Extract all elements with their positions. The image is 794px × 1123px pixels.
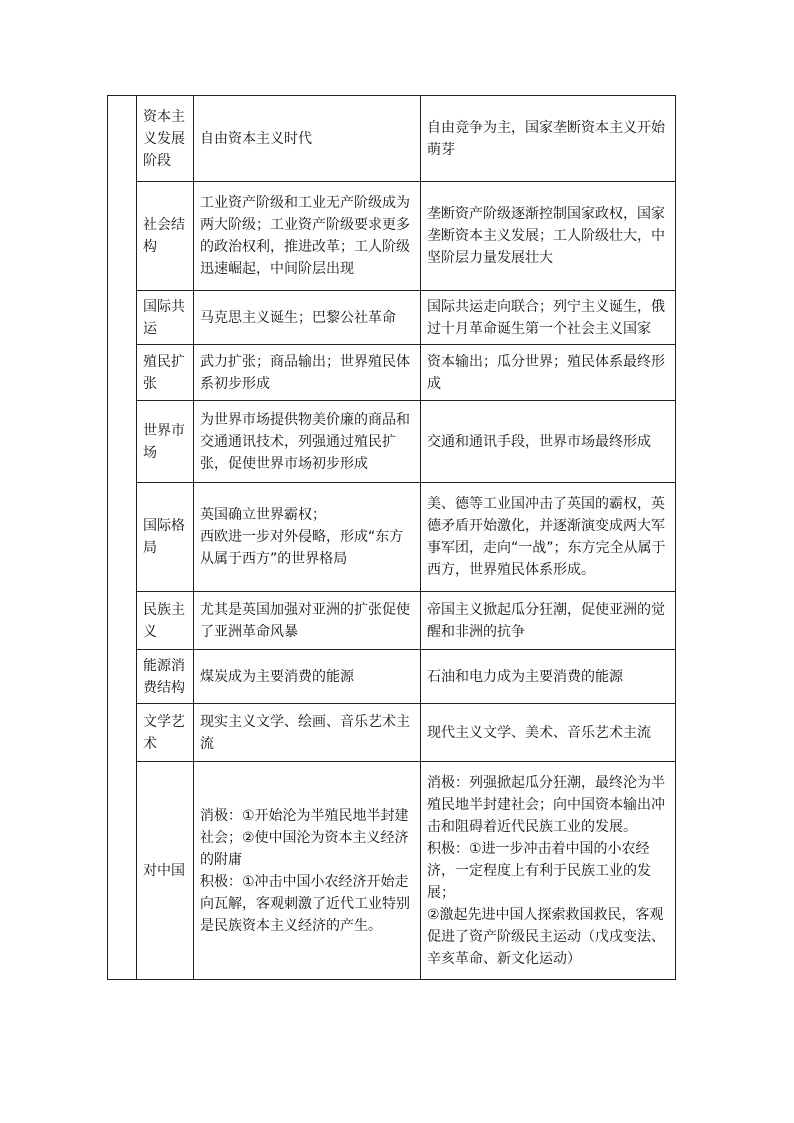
- col2-cell: 交通和通讯手段，世界市场最终形成: [421, 401, 676, 483]
- col2-cell: 石油和电力成为主要消费的能源: [421, 650, 676, 704]
- row-label: 社会结构: [137, 182, 194, 291]
- col2-cell: [421, 762, 676, 980]
- table-row: [108, 704, 676, 762]
- col2-cell: 美、德等工业国冲击了英国的霸权，英德矛盾开始激化，并逐渐演变成两大军事军团，走向“一战”；东方完全从属于西方，世界殖民体系形成。: [421, 483, 676, 592]
- col1-cell: 为世界市场提供物美价廉的商品和交通通讯技术，列强通过殖民扩张，促使世界市场初步形成: [194, 401, 421, 483]
- table-row: [108, 345, 676, 401]
- col1-line: 西欧进一步对外侵略，形成“东方从属于西方”的世界格局: [200, 529, 404, 567]
- row-label: 殖民扩张: [137, 345, 194, 401]
- col1-cell: 马克思主义诞生；巴黎公社革命: [194, 291, 421, 345]
- col1-line: 英国确立世界霸权；: [200, 507, 326, 523]
- row-label: 世界市场: [137, 401, 194, 483]
- col2-cell: 资本输出；瓜分世界；殖民体系最终形成: [421, 345, 676, 401]
- col1-cell: 工业资产阶级和工业无产阶级成为两大阶级；工业资产阶级要求更多的政治权利，推进改革；工人阶级迅速崛起，中间阶层出现: [194, 182, 421, 291]
- row-label: 资本主义发展阶段: [137, 96, 194, 182]
- blank-left-column: [108, 96, 137, 980]
- col2-line: 积极：①进一步冲击着中国的小农经济，一定程度上有利于民族工业的发展；: [427, 840, 651, 901]
- table-row: [108, 182, 676, 291]
- col1-line: 积极：①冲击中国小农经济开始走向瓦解，客观刺激了近代工业特别是民族资本主义经济的产生。: [200, 873, 410, 934]
- col1-cell: 武力扩张；商品输出；世界殖民体系初步形成: [194, 345, 421, 401]
- comparison-table: [107, 95, 676, 980]
- table-row: [108, 401, 676, 483]
- row-label: 国际格局: [137, 483, 194, 592]
- col2-cell: 自由竞争为主，国家垄断资本主义开始萌芽: [421, 96, 676, 182]
- col2-cell: 垄断资产阶级逐渐控制国家政权，国家垄断资本主义发展；工人阶级壮大，中坚阶层力量发展壮大: [421, 182, 676, 291]
- col2-line: 消极：列强掀起瓜分狂潮，最终沦为半殖民地半封建社会；向中国资本输出冲击和阻碍着近代民族工业的发展。: [427, 774, 665, 835]
- col1-cell: [194, 762, 421, 980]
- table-row: [108, 650, 676, 704]
- col2-cell: 现代主义文学、美术、音乐艺术主流: [421, 704, 676, 762]
- col2-cell: 帝国主义掀起瓜分狂潮，促使亚洲的觉醒和非洲的抗争: [421, 592, 676, 650]
- col1-cell: 煤炭成为主要消费的能源: [194, 650, 421, 704]
- col1-line: 消极：①开始沦为半殖民地半封建社会；②使中国沦为资本主义经济的附庸: [200, 807, 409, 868]
- row-label: 文学艺术: [137, 704, 194, 762]
- table-row: [108, 96, 676, 182]
- row-label: 国际共运: [137, 291, 194, 345]
- col1-cell: 自由资本主义时代: [194, 96, 421, 182]
- row-label: 民族主义: [137, 592, 194, 650]
- table-row: [108, 483, 676, 592]
- col1-cell: 尤其是英国加强对亚洲的扩张促使了亚洲革命风暴: [194, 592, 421, 650]
- table-row: [108, 762, 676, 980]
- col2-line: ②激起先进中国人探索救国救民，客观促进了资产阶级民主运动（戊戌变法、辛亥革命、新文化运动）: [427, 906, 665, 967]
- table-row: [108, 291, 676, 345]
- col1-cell: 现实主义文学、绘画、音乐艺术主流: [194, 704, 421, 762]
- table-row: [108, 592, 676, 650]
- col2-cell: 国际共运走向联合；列宁主义诞生，俄过十月革命诞生第一个社会主义国家: [421, 291, 676, 345]
- col1-cell: [194, 483, 421, 592]
- row-label: 对中国: [137, 762, 194, 980]
- row-label: 能源消费结构: [137, 650, 194, 704]
